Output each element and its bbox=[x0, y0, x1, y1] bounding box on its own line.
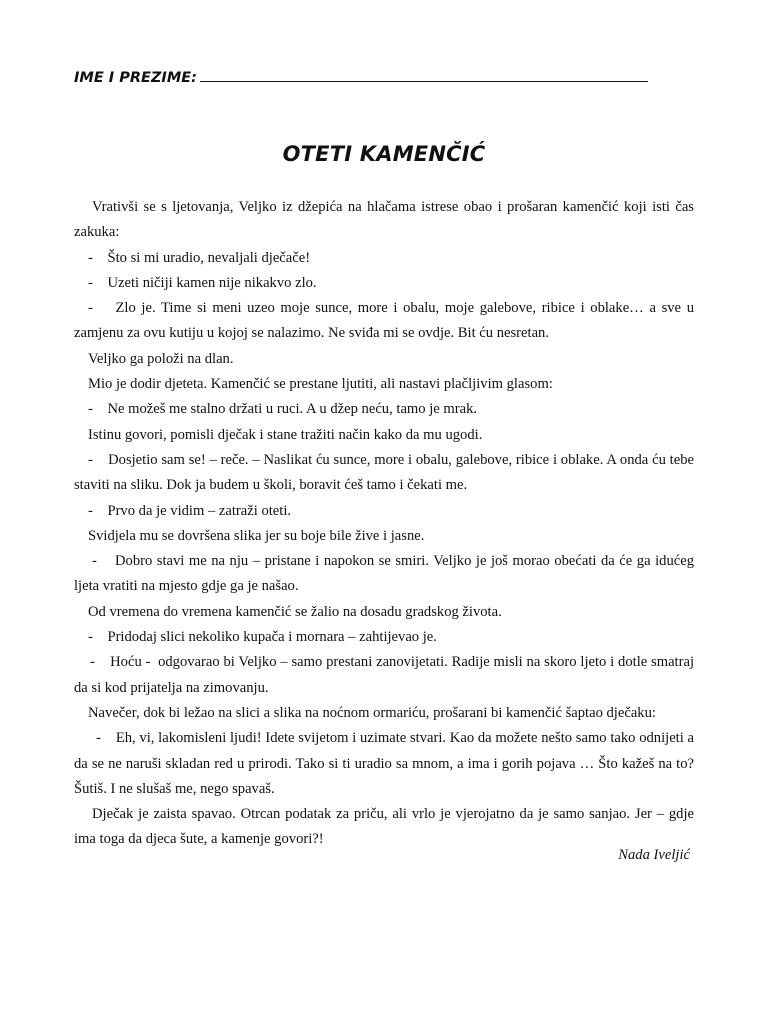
story-paragraph: - Dobro stavi me na nju – pristane i napokon se smiri. Veljko je još morao obećati da će ga idućeg ljeta vratiti na mjesto gdje ga je našao. bbox=[74, 553, 698, 595]
story-paragraph: - Eh, vi, lakomisleni ljudi! Idete svijetom i uzimate stvari. Kao da možete nešto samo tako odnijeti a da se ne naruši skladan red u prirodi. Tako si ti uradio sa mnom, a ima i gorih pojava … Što kažeš na to? Šutiš. I ne slušaš me, nego spavaš. bbox=[74, 730, 698, 797]
story-paragraph: - Ne možeš me stalno držati u ruci. A u džep neću, tamo je mrak. bbox=[88, 401, 478, 418]
story-paragraph: - Što si mi uradio, nevaljali dječače! bbox=[88, 249, 311, 266]
name-field bbox=[74, 69, 648, 86]
story-paragraph: Navečer, dok bi ležao na slici a slika na noćnom ormariću, prošarani bi kamenčić šaptao dječaku: bbox=[88, 704, 656, 721]
story-paragraph: - Uzeti ničiji kamen nije nikakvo zlo. bbox=[88, 274, 317, 291]
story-paragraph: Veljko ga položi na dlan. bbox=[88, 350, 234, 367]
story-paragraph: - Prvo da je vidim – zatraži oteti. bbox=[88, 502, 292, 519]
story-title: OTETI KAMENČIĆ bbox=[282, 142, 486, 166]
story-text bbox=[74, 195, 698, 853]
story-paragraph: Vrativši se s ljetovanja, Veljko iz džepića na hlačama istrese obao i prošaran kamenčić koji isti čas zakuka: bbox=[74, 199, 698, 241]
author-name: Nada Iveljić bbox=[618, 847, 690, 863]
story-paragraph: Istinu govori, pomisli dječak i stane tražiti način kako da mu ugodi. bbox=[88, 426, 483, 443]
story-paragraph: - Zlo je. Time si meni uzeo moje sunce, more i obalu, moje galebove, ribice i oblake… a sve u zamjenu za ovu kutiju u kojoj se nalazimo. Ne sviđa mi se ovdje. Bit ću nesretan. bbox=[74, 300, 698, 342]
story-paragraph: - Pridodaj slici nekoliko kupača i mornara – zahtijevao je. bbox=[88, 629, 437, 646]
story-paragraph: Mio je dodir djeteta. Kamenčić se prestane ljutiti, ali nastavi plačljivim glasom: bbox=[88, 376, 553, 393]
story-paragraph: Dječak je zaista spavao. Otrcan podatak za priču, ali vrlo je vjerojatno da je samo sanjao. Jer – gdje ima toga da djeca šute, a kamenje govori?! bbox=[74, 806, 698, 848]
name-label: IME I PREZIME: bbox=[74, 70, 197, 86]
name-blank-line bbox=[200, 69, 648, 82]
story-paragraph: Od vremena do vremena kamenčić se žalio na dosadu gradskog života. bbox=[88, 603, 502, 620]
story-paragraph: - Hoću - odgovarao bi Veljko – samo prestani zanovijetati. Radije misli na skoro ljeto i dotle smatraj da si kod prijatelja na zimovanju. bbox=[74, 654, 698, 696]
story-paragraph: - Dosjetio sam se! – reče. – Naslikat ću sunce, more i obalu, galebove, ribice i oblake. A onda ću tebe staviti na sliku. Dok ja budem u školi, boravit ćeš tamo i čekati me. bbox=[74, 451, 698, 494]
story-paragraph: Svidjela mu se dovršena slika jer su boje bile žive i jasne. bbox=[88, 527, 425, 544]
